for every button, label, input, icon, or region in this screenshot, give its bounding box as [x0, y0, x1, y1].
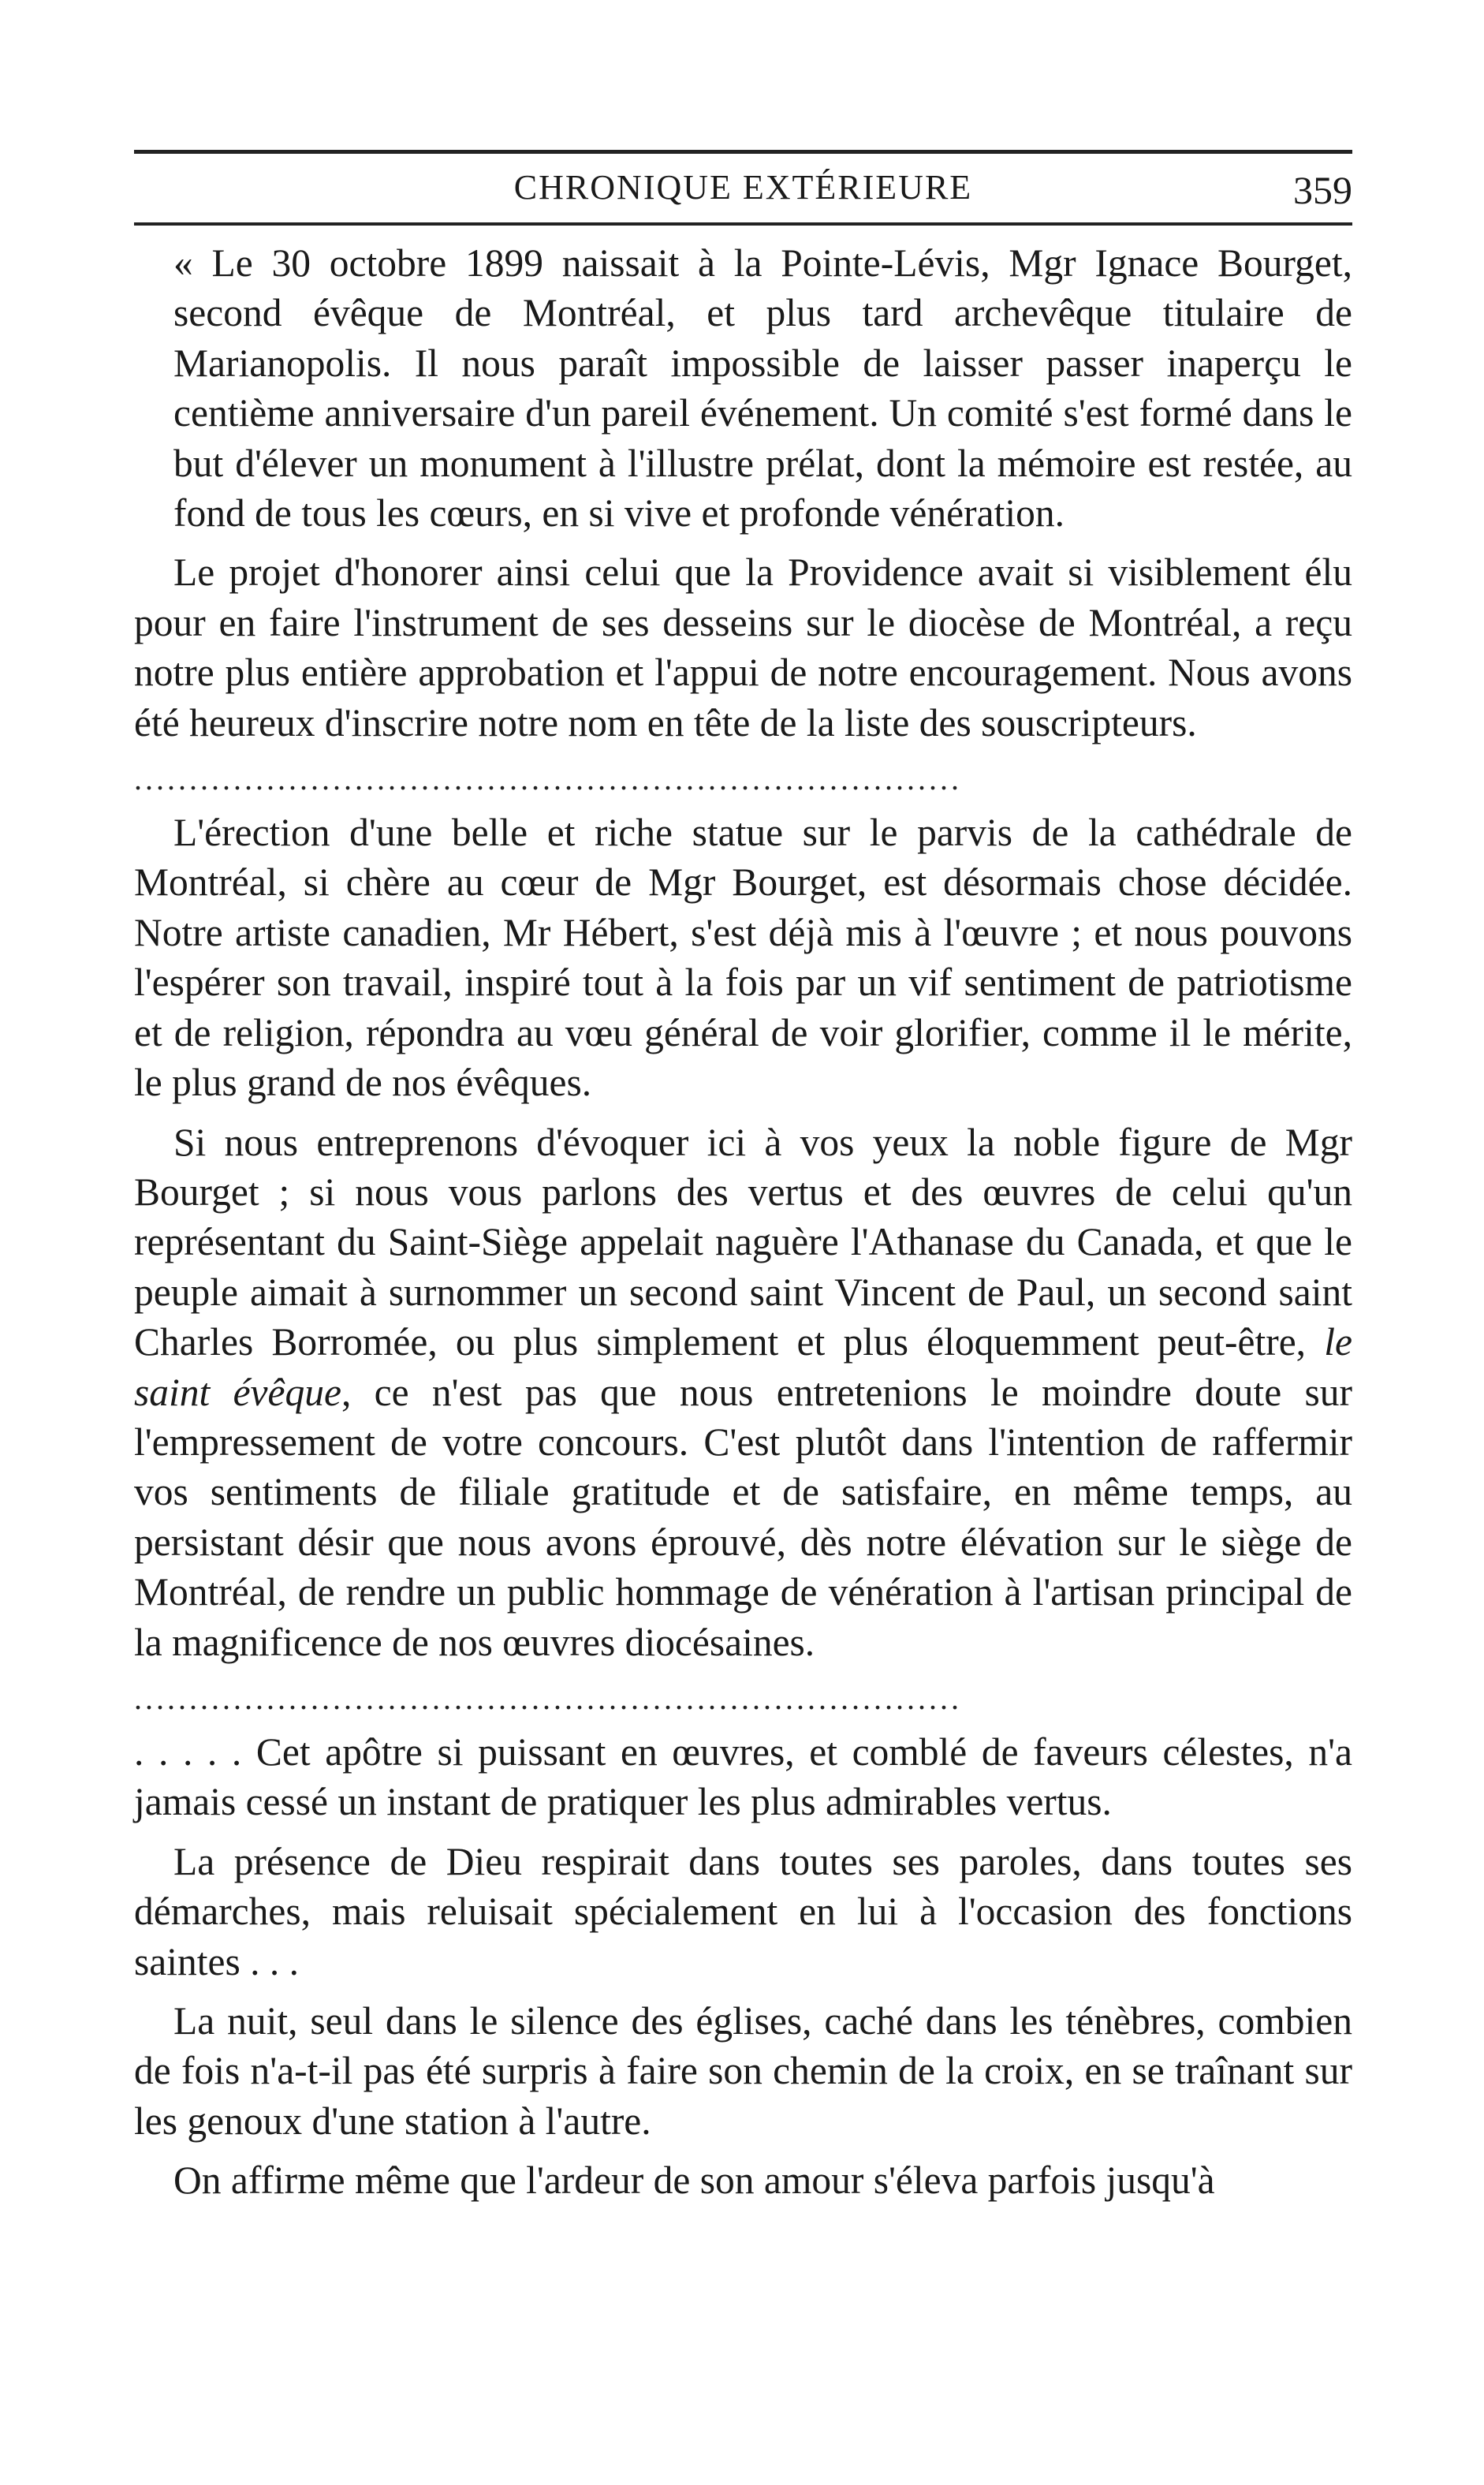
header-top-rule [134, 150, 1352, 154]
italic-phrase: le saint évêque [134, 1320, 1352, 1414]
paragraph: L'érection d'une belle et riche statue sur le parvis de la cathédrale de Montréal, si chère au cœur de Mgr Bourget, est désormais chose décidée. Notre artiste canadien, Mr Hébert, s'est déjà mis à l'œuvre ; et nous pouvons l'espérer son travail, inspiré tout à la fois par un vif sentiment de patriotisme et de religion, répondra au vœu général de voir glorifier, comme il le mérite, le plus grand de nos évêques. [134, 811, 1352, 1105]
paragraph: . . . . . Cet apôtre si puissant en œuvres, et comblé de faveurs célestes, n'a jamais cessé un instant de pratiquer les plus admirables vertus. [134, 1729, 1352, 1824]
paragraph: Le projet d'honorer ainsi celui que la Providence avait si visiblement élu pour en faire l'instrument de ses desseins sur le diocèse de Montréal, a reçu notre plus entière approbation et l'appui de notre encouragement. Nous avons été heureux d'inscrire notre nom en tête de la liste des souscripteurs. [134, 550, 1352, 744]
paragraph-text: , ce n'est pas que nous entretenions le moindre doute sur l'empressement de votre concours. C'est plutôt dans l'intention de raffermir vos sentiments de filiale gratitude et de satisfaire, en même temps, au persistant désir que nous avons éprouvé, dès notre élévation sur le siège de Montréal, de rendre un public hommage de vénération à l'artisan principal de la magnificence de nos œuvres diocésaines. [134, 1370, 1353, 1664]
header-bottom-rule [134, 222, 1352, 226]
running-title: CHRONIQUE EXTÉRIEURE [513, 168, 973, 207]
paragraph: « Le 30 octobre 1899 naissait à la Pointe-Lévis, Mgr Ignace Bourget, second évêque de Montréal, et plus tard archevêque titulaire de Marianopolis. Il nous paraît impossible de laisser passer inaperçu le centième anniversaire d'un pareil événement. Un comité s'est formé dans le but d'élever un monument à l'illustre prélat, dont la mémoire est restée, au fond de tous les cœurs, en si vive et profonde vénération. [173, 241, 1352, 535]
paragraph: La nuit, seul dans le silence des églises, caché dans les ténèbres, combien de fois n'a-t-il pas été surpris à faire son chemin de la croix, en se traînant sur les genoux d'une station à l'autre. [134, 1999, 1352, 2143]
page-number: 359 [1293, 168, 1352, 212]
ellipsis-separator: ........................................................................... [134, 763, 962, 796]
paragraph: La présence de Dieu respirait dans toutes ses paroles, dans toutes ses démarches, mais reluisait spécialement en lui à l'occasion des fonctions saintes . . . [134, 1839, 1352, 1983]
paragraph-text: Si nous entreprenons d'évoquer ici à vos yeux la noble figure de Mgr Bourget ; si nous vous parlons des vertus et des œuvres de celui qu'un représentant du Saint-Siège appelait naguère l'Athanase du Canada, et que le peuple aimait à surnommer un second saint Vincent de Paul, un second saint Charles Borromée, ou plus simplement et plus éloquemment peut-être, [134, 1120, 1352, 1364]
running-header [134, 167, 1352, 215]
paragraph: On affirme même que l'ardeur de son amour s'éleva parfois jusqu'à [173, 2159, 1215, 2203]
ellipsis-separator: ........................................................................... [134, 1682, 962, 1715]
paragraph [134, 1118, 1352, 1667]
body-text [134, 238, 1352, 2206]
